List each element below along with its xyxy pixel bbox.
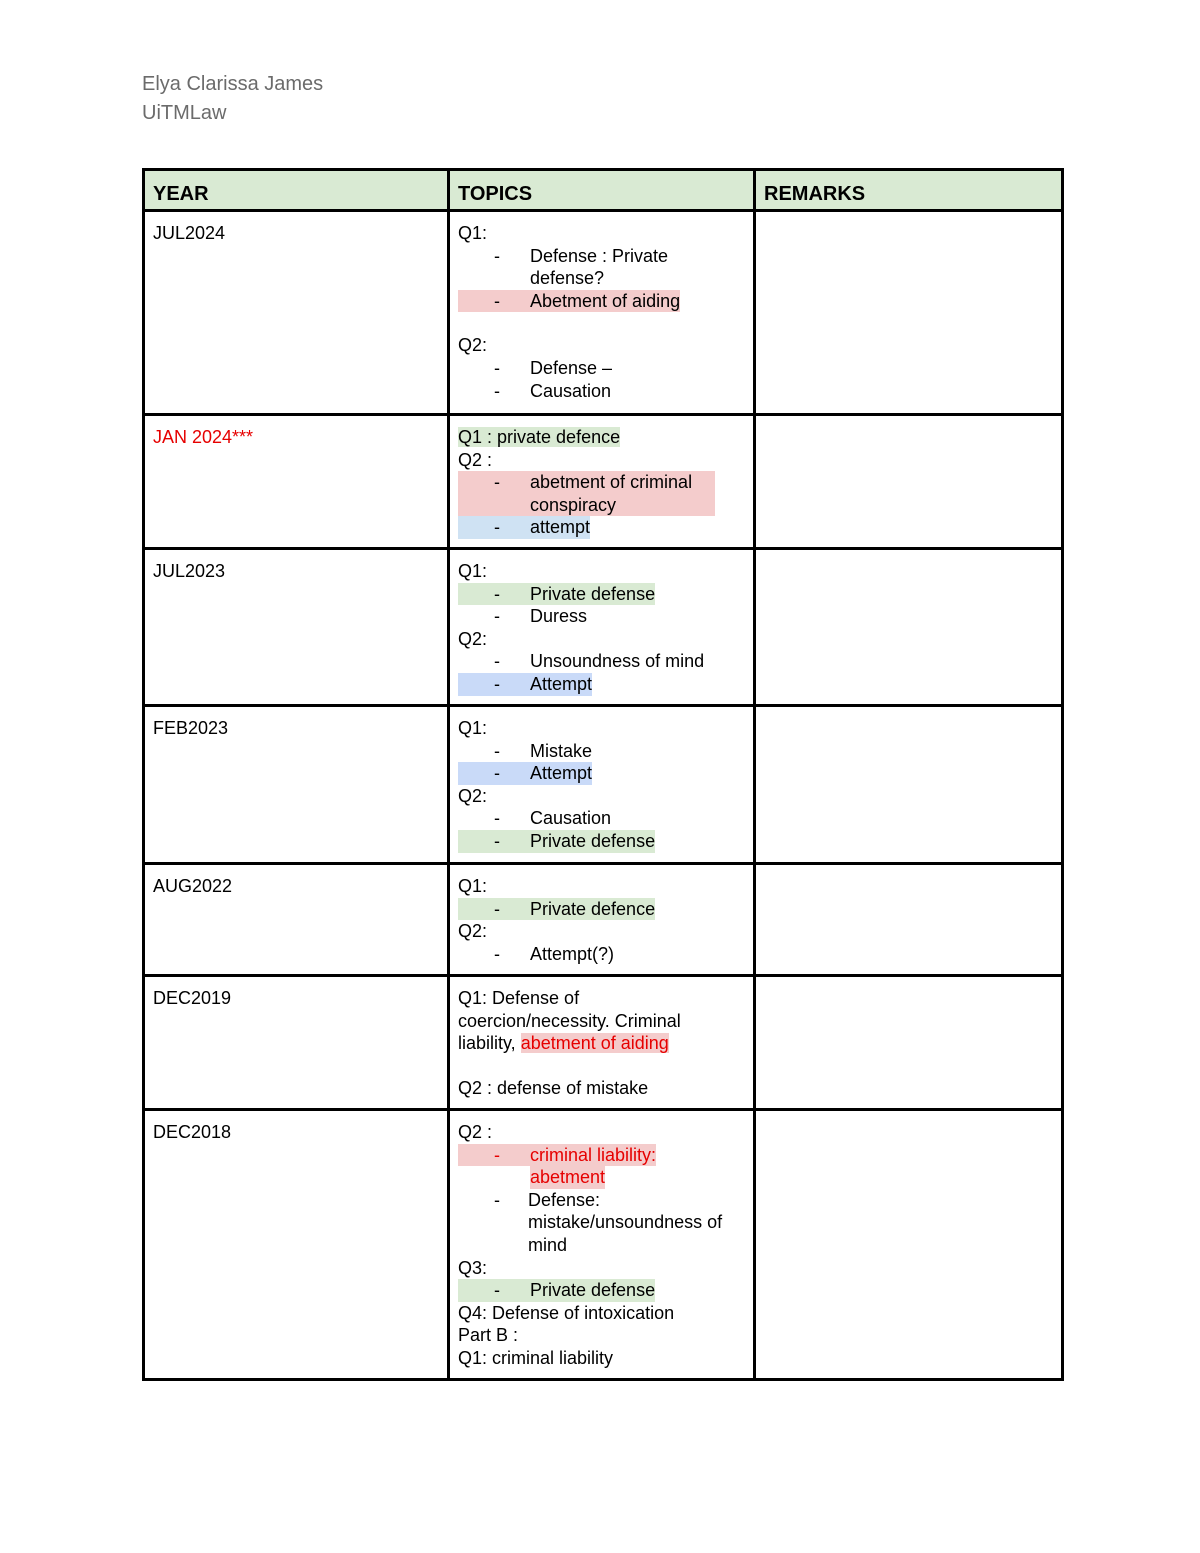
- topic-line: Part B :: [458, 1325, 519, 1346]
- topic-line: Q2:: [458, 921, 488, 942]
- topic-bullet: - Defense : Private defense?: [494, 245, 669, 289]
- table-row: [144, 549, 1063, 706]
- topic-bullet: - Defense: mistake/unsoundness of mind: [494, 1189, 723, 1255]
- topics-cell: [449, 211, 755, 415]
- table-row: [144, 1110, 1063, 1380]
- topic-bullet: - Causation: [494, 808, 612, 829]
- topic-bullet: - Private defense: [458, 830, 743, 853]
- remarks-cell: [755, 549, 1063, 706]
- topic-bullet: - Abetment of aiding: [458, 290, 743, 313]
- year-cell: JUL2024: [144, 211, 449, 415]
- past-year-topics-table: [142, 168, 1064, 1381]
- topic-line: Q1:: [458, 561, 488, 581]
- topic-bullet: - Attempt(?): [494, 943, 615, 964]
- topic-line: Q2 :: [458, 1122, 493, 1142]
- topic-line: Q1 : private defence: [458, 427, 621, 447]
- remarks-cell: [755, 211, 1063, 415]
- topic-bullet: - Private defense: [458, 1279, 743, 1302]
- topic-line: Q1: Defense of coercion/necessity. Criminal liability, abetment of aiding: [458, 988, 681, 1054]
- topics-cell: [449, 706, 755, 864]
- topic-line: Q2 : defense of mistake: [458, 1077, 649, 1098]
- highlighted-topic: abetment of aiding: [520, 1033, 669, 1054]
- topic-bullet: - Unsoundness of mind: [494, 651, 705, 672]
- author-name: Elya Clarissa James: [142, 73, 324, 95]
- column-header-remarks: REMARKS: [755, 170, 1063, 211]
- topic-line: Q3:: [458, 1257, 488, 1278]
- remarks-cell: [755, 864, 1063, 976]
- column-header-year: YEAR: [144, 170, 449, 211]
- column-header-topics: TOPICS: [449, 170, 755, 211]
- topic-line: Q2 :: [458, 449, 493, 470]
- topics-cell: [449, 864, 755, 976]
- topics-cell: [449, 1110, 755, 1380]
- year-cell: DEC2018: [144, 1110, 449, 1380]
- remarks-cell: [755, 976, 1063, 1110]
- table-row: [144, 415, 1063, 549]
- year-cell: JUL2023: [144, 549, 449, 706]
- spacer: [458, 1055, 743, 1077]
- remarks-cell: [755, 415, 1063, 549]
- topic-bullet: - Private defense: [458, 583, 743, 606]
- topic-bullet: - criminal liability:: [458, 1144, 743, 1167]
- topic-bullet: - Defense –: [494, 357, 613, 378]
- topic-line: Q1:: [458, 876, 488, 896]
- topic-bullet: - Mistake: [494, 740, 593, 761]
- year-cell: FEB2023: [144, 706, 449, 864]
- topic-line: Q1:: [458, 223, 488, 243]
- remarks-cell: [755, 1110, 1063, 1380]
- table-header-row: [144, 170, 1063, 211]
- year-cell: JAN 2024***: [144, 415, 449, 549]
- spacer: [458, 312, 743, 334]
- topics-cell: [449, 549, 755, 706]
- topic-line: Q2:: [458, 628, 488, 649]
- topic-bullet: - Attempt: [458, 762, 743, 785]
- topics-cell: [449, 415, 755, 549]
- table-row: [144, 864, 1063, 976]
- document-header: [142, 70, 323, 128]
- topic-line: Q1:: [458, 718, 488, 738]
- year-cell: AUG2022: [144, 864, 449, 976]
- organization: UiTMLaw: [142, 102, 227, 124]
- table-row: [144, 706, 1063, 864]
- remarks-cell: [755, 706, 1063, 864]
- topic-bullet-continued: abetment: [530, 1167, 606, 1188]
- topic-line: Q2:: [458, 335, 488, 356]
- topic-bullet: - Private defence: [458, 898, 743, 921]
- year-cell: DEC2019: [144, 976, 449, 1110]
- topic-bullet: - attempt: [458, 516, 743, 539]
- topic-bullet: - Duress: [494, 606, 588, 627]
- topic-line: Q2:: [458, 785, 488, 806]
- topic-bullet: - Attempt: [458, 673, 743, 696]
- topics-cell: [449, 976, 755, 1110]
- topic-bullet: - abetment of criminal conspiracy: [458, 471, 743, 516]
- topic-line: Q4: Defense of intoxication: [458, 1302, 675, 1323]
- topic-bullet: - Causation: [494, 380, 612, 401]
- topic-line: Q1: criminal liability: [458, 1347, 614, 1368]
- table-row: [144, 976, 1063, 1110]
- table-row: [144, 211, 1063, 415]
